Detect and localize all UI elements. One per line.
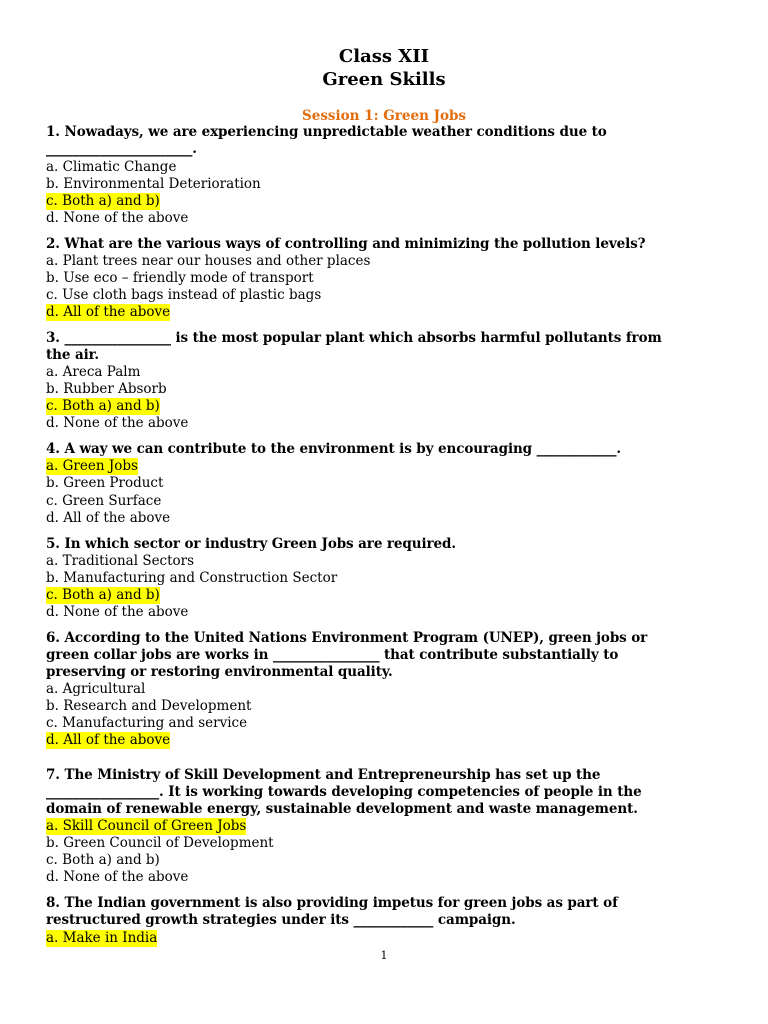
document-subtitle: Green Skills	[322, 69, 446, 90]
q3-option-b: b. Rubber Absorb	[46, 381, 167, 397]
question-8-line-2: restructured growth strategies under its ____________ campaign.	[46, 912, 516, 928]
q4-option-a-answer: a. Green Jobs	[46, 458, 138, 474]
question-3-line-2: the air.	[46, 347, 99, 363]
question-2-line-1: 2. What are the various ways of controlling and minimizing the pollution levels?	[46, 236, 646, 252]
session-heading: Session 1: Green Jobs	[301, 108, 467, 124]
question-6-line-3: preserving or restoring environmental quality.	[46, 664, 393, 680]
question-6-line-1: 6. According to the United Nations Environment Program (UNEP), green jobs or	[46, 630, 648, 646]
q1-option-a: a. Climatic Change	[46, 159, 177, 175]
q1-option-b: b. Environmental Deterioration	[46, 176, 261, 192]
q5-option-d: d. None of the above	[46, 604, 189, 620]
question-7-line-3: domain of renewable energy, sustainable development and waste management.	[46, 801, 638, 817]
q3-option-d: d. None of the above	[46, 415, 189, 431]
q8-option-a-answer: a. Make in India	[46, 930, 158, 946]
q4-option-c: c. Green Surface	[46, 493, 162, 509]
q6-option-d-answer: d. All of the above	[46, 732, 171, 748]
q7-option-a-answer: a. Skill Council of Green Jobs	[46, 818, 247, 834]
question-1-line-2: ______________________.	[46, 141, 197, 157]
q4-option-d: d. All of the above	[46, 510, 171, 526]
question-1-line-1: 1. Nowadays, we are experiencing unpredictable weather conditions due to	[46, 124, 607, 140]
q6-option-a: a. Agricultural	[46, 681, 146, 697]
question-7-line-2: _________________. It is working towards developing competencies of people in the	[46, 784, 642, 800]
question-8-line-1: 8. The Indian government is also providing impetus for green jobs as part of	[46, 895, 618, 911]
q5-option-c-answer: c. Both a) and b)	[46, 587, 160, 603]
q7-option-b: b. Green Council of Development	[46, 835, 274, 851]
q5-option-b: b. Manufacturing and Construction Sector	[46, 570, 338, 586]
q2-option-a: a. Plant trees near our houses and other places	[46, 253, 371, 269]
q1-option-d: d. None of the above	[46, 210, 189, 226]
q5-option-a: a. Traditional Sectors	[46, 553, 195, 569]
q6-option-c: c. Manufacturing and service	[46, 715, 248, 731]
q2-option-b: b. Use eco – friendly mode of transport	[46, 270, 314, 286]
q1-option-c-answer: c. Both a) and b)	[46, 193, 160, 209]
page-number: 1	[380, 949, 388, 962]
q3-option-a: a. Areca Palm	[46, 364, 141, 380]
question-4-line-1: 4. A way we can contribute to the environment is by encouraging ____________.	[46, 441, 622, 457]
question-3-line-1: 3. ________________ is the most popular plant which absorbs harmful pollutants from	[46, 330, 662, 346]
q3-option-c-answer: c. Both a) and b)	[46, 398, 160, 414]
question-5-line-1: 5. In which sector or industry Green Jobs are required.	[46, 536, 456, 552]
q7-option-c: c. Both a) and b)	[46, 852, 160, 868]
q6-option-b: b. Research and Development	[46, 698, 252, 714]
q7-option-d: d. None of the above	[46, 869, 189, 885]
document-title: Class XII	[338, 46, 430, 67]
question-7-line-1: 7. The Ministry of Skill Development and Entrepreneurship has set up the	[46, 767, 601, 783]
q4-option-b: b. Green Product	[46, 475, 164, 491]
q2-option-c: c. Use cloth bags instead of plastic bags	[46, 287, 322, 303]
question-6-line-2: green collar jobs are works in ________________ that contribute substantially to	[46, 647, 619, 663]
q2-option-d-answer: d. All of the above	[46, 304, 171, 320]
